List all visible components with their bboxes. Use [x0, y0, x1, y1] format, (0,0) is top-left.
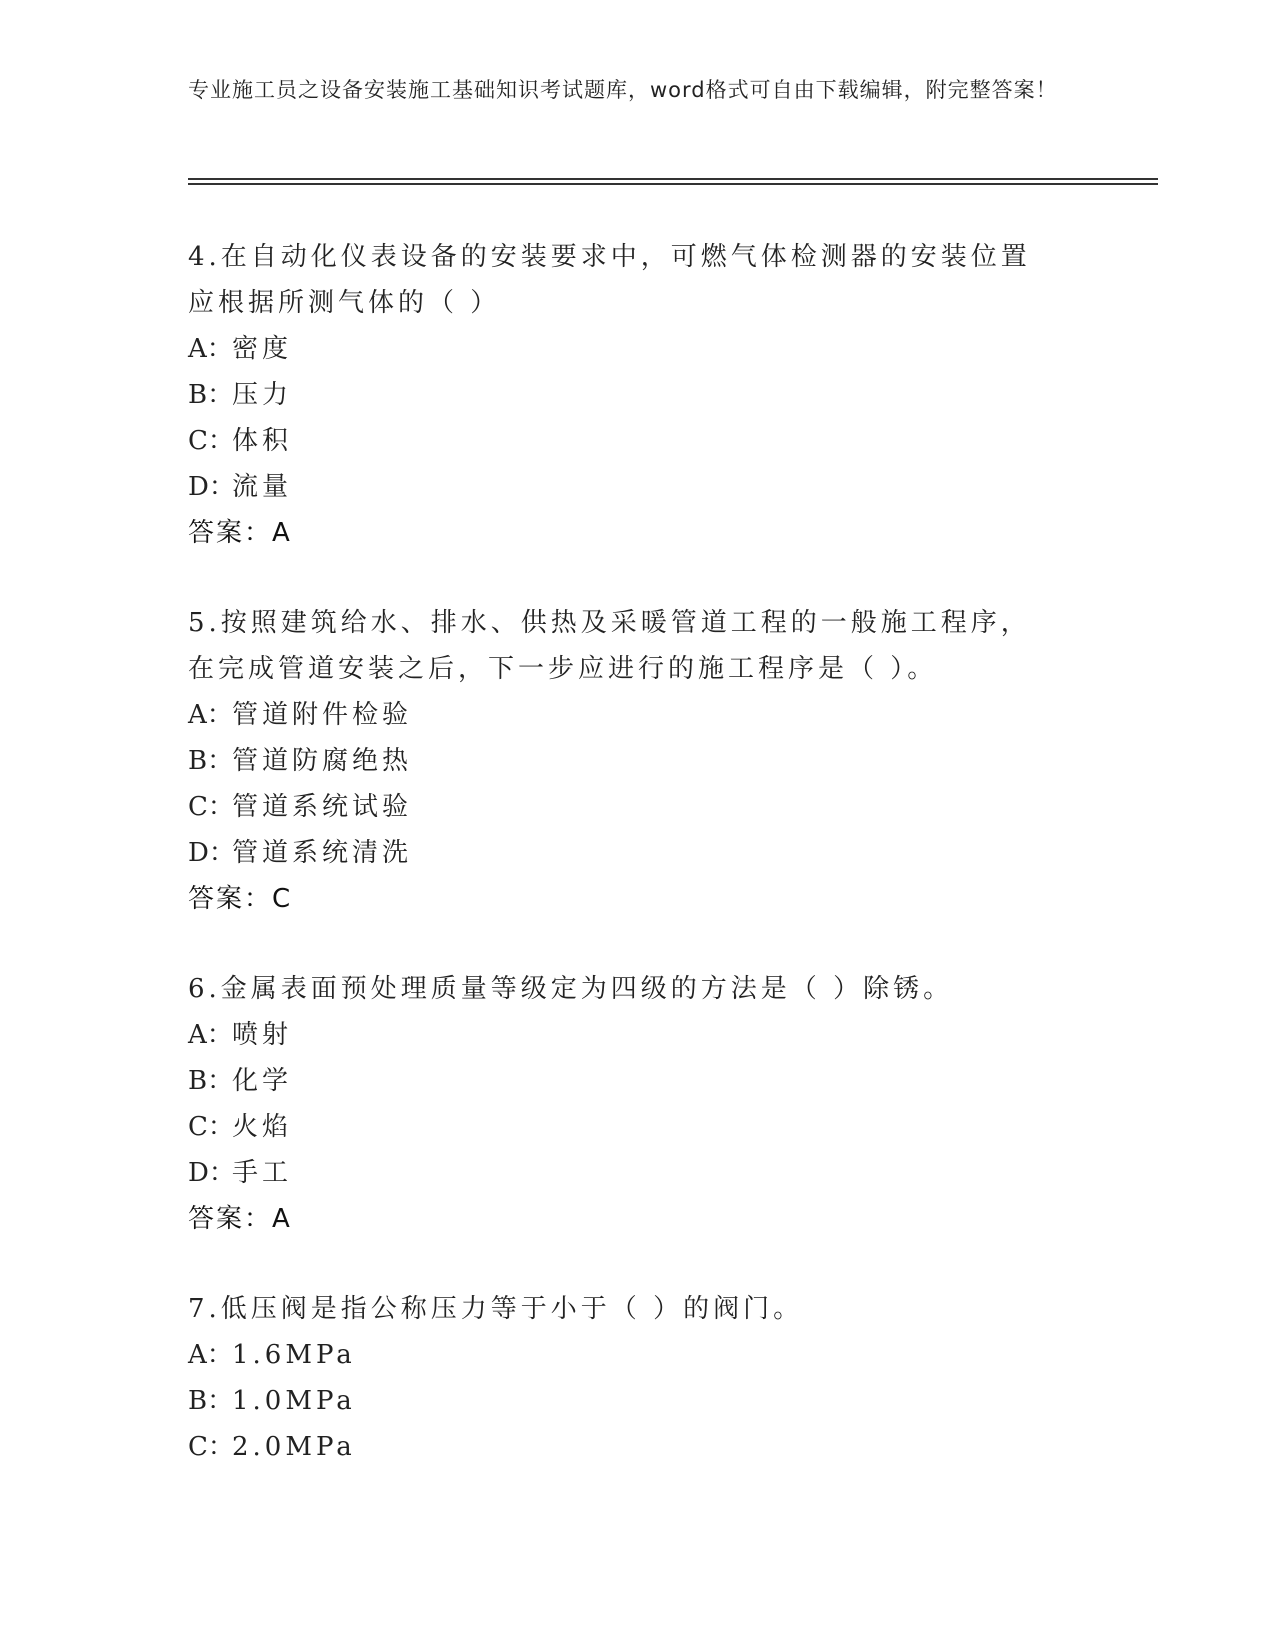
option-key: B： [188, 1386, 234, 1416]
option-d [188, 464, 1058, 510]
option-c [188, 418, 1058, 464]
option-text: 1.0MPa [232, 1386, 356, 1416]
option-d [188, 1150, 1058, 1196]
option-a [188, 692, 1058, 738]
option-text: 手工 [232, 1158, 293, 1188]
option-b [188, 738, 1058, 784]
answer-line: 答案：C [188, 884, 293, 914]
option-b [188, 1058, 1058, 1104]
option-text: 压力 [232, 380, 293, 410]
question-7 [188, 1286, 1058, 1470]
option-c [188, 784, 1058, 830]
answer-line: 答案：A [188, 1204, 292, 1234]
option-d [188, 830, 1058, 876]
option-a [188, 1012, 1058, 1058]
option-key: C： [188, 1432, 234, 1462]
option-key: C： [188, 792, 234, 822]
option-text: 2.0MPa [232, 1432, 356, 1462]
option-a [188, 1332, 1058, 1378]
option-a [188, 326, 1058, 372]
option-text: 管道系统清洗 [232, 838, 413, 868]
option-text: 密度 [232, 334, 293, 364]
option-key: A： [188, 1020, 233, 1050]
option-text: 1.6MPa [232, 1340, 356, 1370]
question-stem: 6.金属表面预处理质量等级定为四级的方法是（ ）除锈。 [188, 974, 954, 1004]
header-divider-bottom [188, 183, 1158, 185]
question-6 [188, 966, 1058, 1242]
question-stem: 7.低压阀是指公称压力等于小于（ ）的阀门。 [188, 1294, 804, 1324]
option-key: A： [188, 1340, 233, 1370]
option-text: 管道附件检验 [232, 700, 413, 730]
question-5 [188, 600, 1058, 922]
option-text: 火焰 [232, 1112, 293, 1142]
question-4 [188, 234, 1058, 556]
option-key: D： [188, 838, 235, 868]
option-c [188, 1104, 1058, 1150]
option-key: B： [188, 1066, 234, 1096]
option-text: 喷射 [232, 1020, 293, 1050]
document-header: 专业施工员之设备安装施工基础知识考试题库，word格式可自由下载编辑，附完整答案！ [188, 78, 1058, 102]
option-text: 化学 [232, 1066, 293, 1096]
option-text: 流量 [232, 472, 293, 502]
option-text: 体积 [232, 426, 293, 456]
header-divider-top [188, 178, 1158, 180]
option-text: 管道系统试验 [232, 792, 413, 822]
option-key: D： [188, 472, 235, 502]
option-key: C： [188, 426, 234, 456]
option-key: D： [188, 1158, 235, 1188]
option-b [188, 1378, 1058, 1424]
option-c [188, 1424, 1058, 1470]
option-key: B： [188, 380, 234, 410]
option-key: C： [188, 1112, 234, 1142]
question-stem: 5.按照建筑给水、排水、供热及采暖管道工程的一般施工程序，在完成管道安装之后，下一步应进行的施工程序是（ ）。 [188, 608, 1031, 684]
option-key: A： [188, 334, 233, 364]
question-stem: 4.在自动化仪表设备的安装要求中，可燃气体检测器的安装位置应根据所测气体的（ ） [188, 242, 1031, 318]
option-b [188, 372, 1058, 418]
answer-line: 答案：A [188, 518, 292, 548]
option-key: B： [188, 746, 234, 776]
option-text: 管道防腐绝热 [232, 746, 413, 776]
option-key: A： [188, 700, 233, 730]
